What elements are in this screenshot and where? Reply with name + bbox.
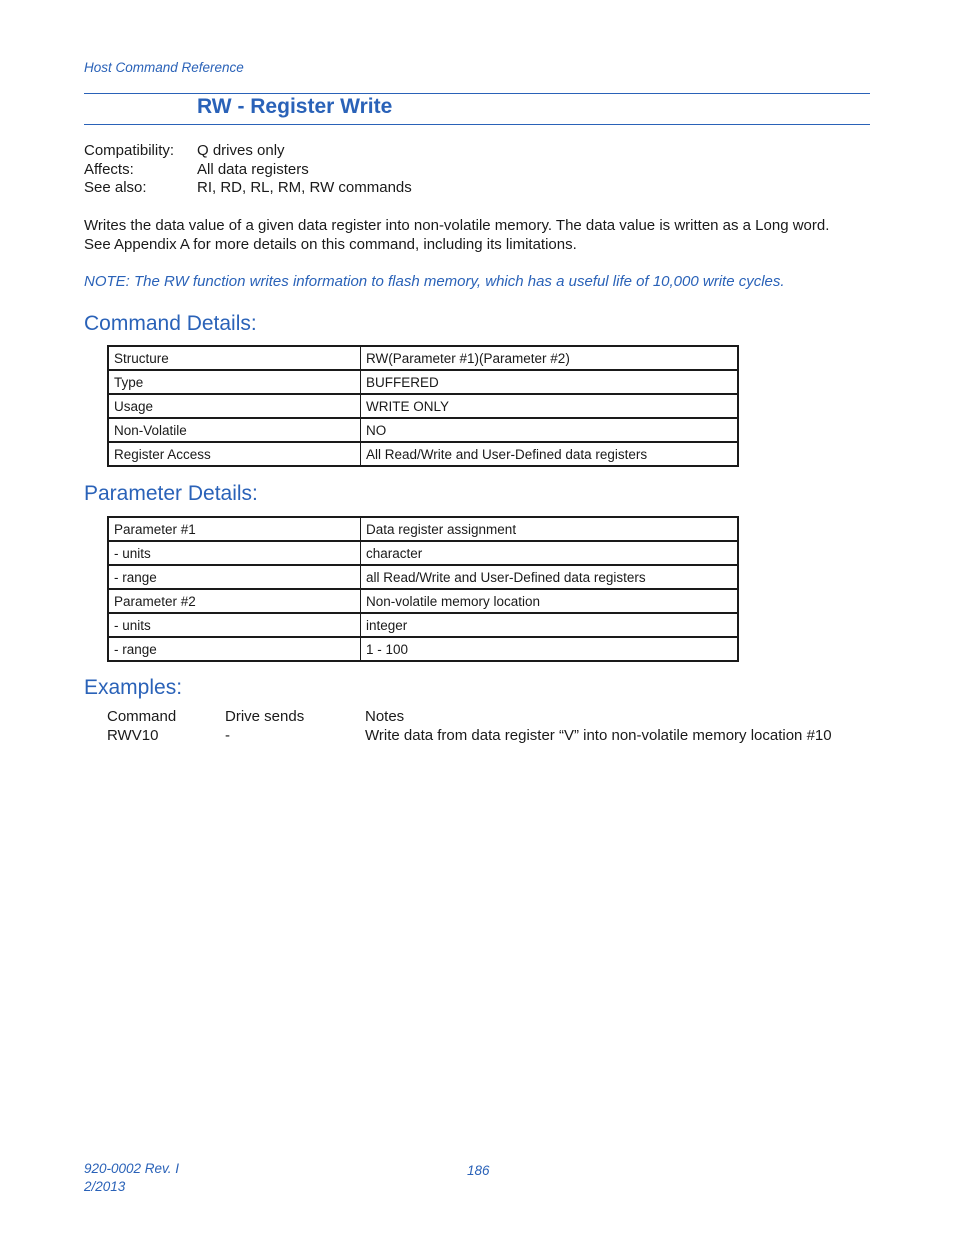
table-cell-label: Structure (108, 346, 361, 370)
meta-label: Affects: (84, 160, 134, 178)
footer-doc-number: 920-0002 Rev. I (84, 1161, 180, 1176)
table-cell-label: Type (108, 370, 361, 394)
footer-date: 2/2013 (84, 1179, 126, 1194)
meta-row (84, 161, 412, 180)
table-row (108, 565, 738, 589)
table-cell-value: WRITE ONLY (361, 394, 739, 418)
table-row (108, 637, 738, 661)
table-cell-label: Usage (108, 394, 361, 418)
table-cell-label: Non-Volatile (108, 418, 361, 442)
meta-row (84, 179, 412, 198)
table-cell-value: 1 - 100 (361, 637, 739, 661)
note: NOTE: The RW function writes information to flash memory, which has a useful life of 10,000 write cycles. (84, 273, 785, 290)
table-row (108, 541, 738, 565)
meta-value: Q drives only (197, 142, 285, 159)
table-cell-value: all Read/Write and User-Defined data registers (361, 565, 739, 589)
title-rule-top (84, 93, 870, 94)
table-cell-value: NO (361, 418, 739, 442)
table-cell-value: RW(Parameter #1)(Parameter #2) (361, 346, 739, 370)
table-cell-value: All Read/Write and User-Defined data registers (361, 442, 739, 466)
table-row (108, 613, 738, 637)
meta-label: See also: (84, 179, 147, 196)
table-cell-value: Non-volatile memory location (361, 589, 739, 613)
parameter-details-table (107, 516, 739, 662)
meta-row (84, 142, 412, 161)
table-row (108, 346, 738, 370)
section-title: RW - Register Write (197, 95, 393, 118)
column-header-drive-sends: Drive sends (225, 708, 305, 725)
column-header-notes: Notes (365, 708, 405, 725)
table-row (108, 589, 738, 613)
examples-block (107, 707, 832, 745)
meta-value: All data registers (197, 160, 309, 178)
table-cell-value: BUFFERED (361, 370, 739, 394)
parameter-details-heading: Parameter Details: (84, 482, 258, 505)
table-cell-label: - units (108, 541, 361, 565)
table-row (108, 418, 738, 442)
running-header: Host Command Reference (84, 60, 244, 75)
table-cell-label: Parameter #1 (108, 517, 361, 541)
column-header-command: Command (107, 708, 177, 725)
command-details-table (107, 345, 739, 467)
description (84, 217, 874, 254)
footer-doc-info (84, 1160, 179, 1196)
description-line: Writes the data value of a given data register into non-volatile memory. The data value is written as a Long word. (84, 217, 830, 234)
table-cell-value: character (361, 541, 739, 565)
examples-header-row (107, 707, 832, 726)
table-cell-label: - units (108, 613, 361, 637)
command-details-heading: Command Details: (84, 312, 257, 335)
table-cell-label: - range (108, 637, 361, 661)
table-cell-value: integer (361, 613, 739, 637)
table-cell-value: Data register assignment (361, 517, 739, 541)
example-command: RWV10 (107, 727, 159, 744)
meta-label: Compatibility: (84, 142, 175, 159)
table-cell-label: Parameter #2 (108, 589, 361, 613)
meta-value: RI, RD, RL, RM, RW commands (197, 179, 412, 196)
examples-heading: Examples: (84, 676, 183, 699)
example-notes: Write data from data register “V” into non-volatile memory location #10 (365, 727, 832, 744)
table-row (108, 517, 738, 541)
table-row (108, 370, 738, 394)
title-rule-bottom (84, 124, 870, 125)
example-drive-sends: - (225, 727, 230, 744)
table-cell-label: - range (108, 565, 361, 589)
meta-block (84, 142, 412, 198)
description-line: See Appendix A for more details on this command, including its limitations. (84, 235, 577, 253)
table-cell-label: Register Access (108, 442, 361, 466)
table-row (108, 394, 738, 418)
example-row (107, 726, 832, 745)
page-number: 186 (467, 1163, 490, 1178)
table-row (108, 442, 738, 466)
